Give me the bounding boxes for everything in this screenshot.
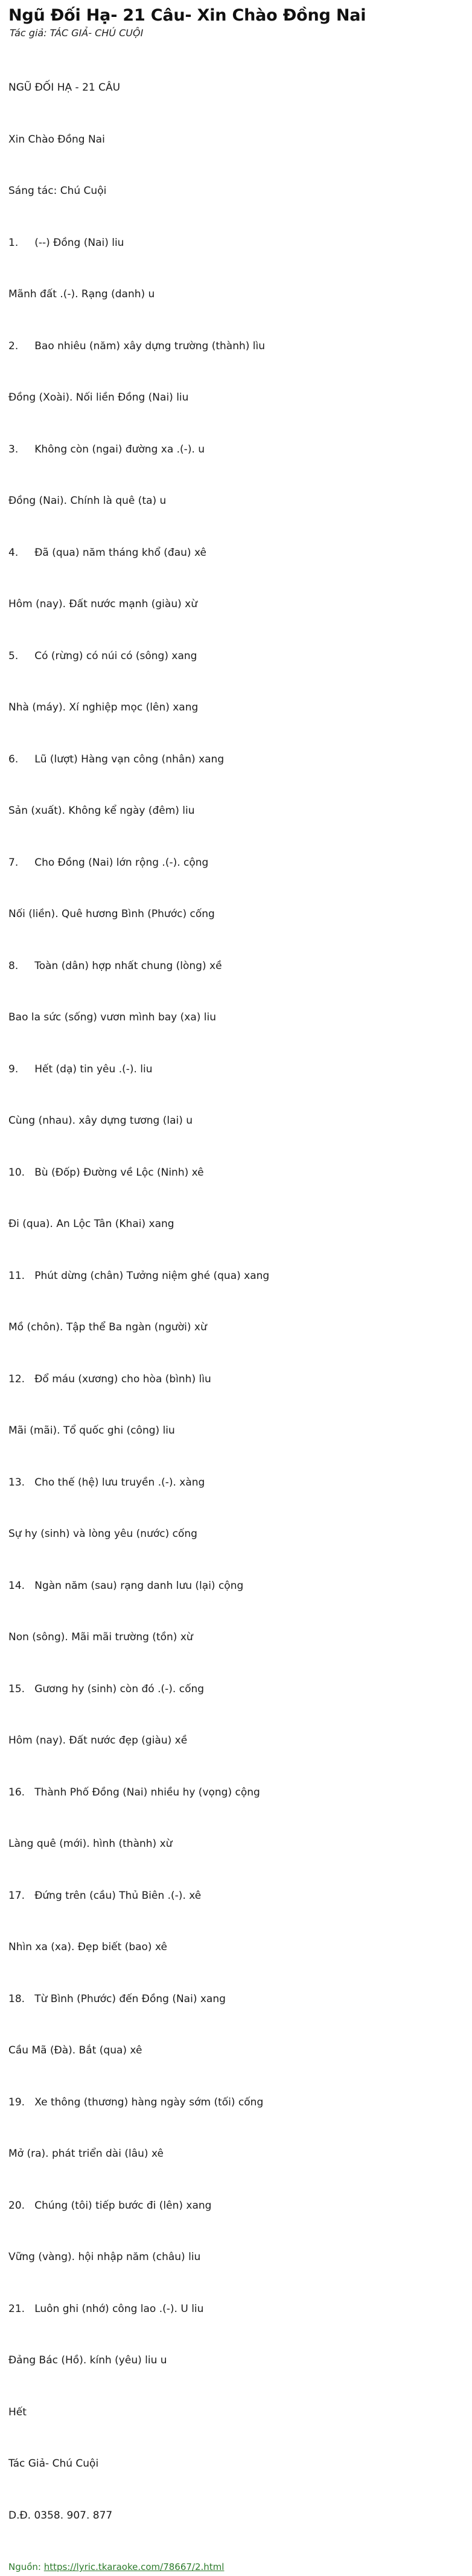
source-label: Nguồn: xyxy=(8,2562,44,2573)
lyric-line: Mở (ra). phát triển dài (lâu) xê xyxy=(8,2148,164,2160)
lyric-line: Mãnh đất .(-). Rạng (danh) u xyxy=(8,288,155,301)
page-title: Ngũ Đối Hạ- 21 Câu- Xin Chào Đồng Nai xyxy=(8,6,366,25)
lyric-line: Đồng (Xoài). Nối liền Đồng (Nai) liu xyxy=(8,391,189,404)
lyric-line: Vững (vàng). hội nhập năm (châu) liu xyxy=(8,2251,201,2264)
lyric-line: Hôm (nay). Đất nước mạnh (giàu) xừ xyxy=(8,598,197,611)
lyric-line: Đồng (Nai). Chính là quê (ta) u xyxy=(8,495,167,507)
lyric-line: 15. Gương hy (sinh) còn đó .(-). cống xyxy=(8,1682,205,1695)
lyric-line: Non (sông). Mãi mãi trường (tồn) xừ xyxy=(8,1631,193,1644)
lyric-line: 4. Đã (qua) năm tháng khổ (đau) xê xyxy=(8,546,206,559)
lyric-line: 17. Đứng trên (cầu) Thủ Biên .(-). xê xyxy=(8,1889,202,1902)
source-line xyxy=(8,2562,464,2572)
lyric-line: 11. Phút dừng (chân) Tưởng niệm ghé (qua) xang xyxy=(8,1269,270,1282)
lyric-line: Đi (qua). An Lộc Tân (Khai) xang xyxy=(8,1218,174,1231)
lyric-line: 19. Xe thông (thương) hàng ngày sớm (tối) cống xyxy=(8,2096,264,2108)
lyric-line: Sáng tác: Chú Cuội xyxy=(8,185,107,198)
lyric-line: Xin Chào Đồng Nai xyxy=(8,133,105,146)
lyric-line: Bao la sức (sống) vươn mình bay (xa) liu xyxy=(8,1011,216,1024)
lyric-line: NGŨ ĐỐI HẠ - 21 CÂU xyxy=(8,82,121,94)
lyric-line: Đảng Bác (Hồ). kính (yêu) liu u xyxy=(8,2354,167,2367)
lyrics-body xyxy=(8,45,464,2558)
lyric-line: Nhìn xa (xa). Đẹp biết (bao) xê xyxy=(8,1941,167,1954)
lyric-line: 6. Lũ (lượt) Hàng vạn công (nhân) xang xyxy=(8,753,225,765)
lyric-line: 5. Có (rừng) có núi có (sông) xang xyxy=(8,649,197,662)
lyric-line: Hết xyxy=(8,2406,27,2418)
lyric-line: Sản (xuất). Không kể ngày (đêm) liu xyxy=(8,805,195,817)
lyric-line: Sự hy (sinh) và lòng yêu (nước) cống xyxy=(8,1528,197,1541)
author-line: Tác giả: TÁC GIẢ- CHÚ CUỘI xyxy=(10,27,144,39)
lyric-line: Nhà (máy). Xí nghiệp mọc (lên) xang xyxy=(8,701,199,714)
lyric-line: D.Đ. 0358. 907. 877 xyxy=(8,2509,113,2522)
lyric-line: 20. Chúng (tôi) tiếp bước đi (lên) xang xyxy=(8,2199,212,2212)
lyric-line: 21. Luôn ghi (nhớ) công lao .(-). U liu xyxy=(8,2302,204,2315)
lyric-line: 2. Bao nhiêu (năm) xây dựng trường (thành) lìu xyxy=(8,340,266,352)
lyric-line: Mồ (chôn). Tập thể Ba ngàn (người) xừ xyxy=(8,1321,207,1334)
source-link[interactable]: https://lyric.tkaraoke.com/78667/2.html xyxy=(43,2562,225,2573)
lyric-line: 1. (--) Đồng (Nai) liu xyxy=(8,236,124,249)
lyric-line: Cầu Mã (Đà). Bắt (qua) xê xyxy=(8,2044,142,2057)
lyric-line: 12. Đổ máu (xương) cho hòa (bình) lìu xyxy=(8,1373,211,1385)
lyric-line: 7. Cho Đồng (Nai) lớn rộng .(-). cộng xyxy=(8,856,209,869)
lyric-line: Tác Giả- Chú Cuội xyxy=(8,2458,99,2470)
lyric-line: 3. Không còn (ngai) đường xa .(-). u xyxy=(8,443,205,456)
lyric-line: Nối (liền). Quê hương Bình (Phước) cống xyxy=(8,908,215,921)
lyric-line: 8. Toàn (dân) hợp nhất chung (lòng) xề xyxy=(8,959,222,972)
lyric-line: 13. Cho thế (hệ) lưu truyền .(-). xàng xyxy=(8,1476,205,1489)
lyric-line: 10. Bù (Đốp) Đường về Lộc (Ninh) xê xyxy=(8,1166,204,1179)
lyric-line: Hôm (nay). Đất nước đẹp (giàu) xề xyxy=(8,1734,188,1747)
lyric-line: 9. Hết (dạ) tin yêu .(-). liu xyxy=(8,1063,153,1075)
lyric-line: 16. Thành Phố Đồng (Nai) nhiều hy (vọng) cộng xyxy=(8,1786,260,1798)
lyric-line: Cùng (nhau). xây dựng tương (lai) u xyxy=(8,1115,193,1127)
lyric-line: 18. Từ Bình (Phước) đến Đồng (Nai) xang xyxy=(8,1992,226,2005)
lyric-line: 14. Ngàn năm (sau) rạng danh lưu (lại) cộng xyxy=(8,1579,244,1592)
lyric-line: Mãi (mãi). Tổ quốc ghi (công) liu xyxy=(8,1425,175,1437)
lyric-line: Làng quê (mới). hình (thành) xừ xyxy=(8,1838,173,1850)
